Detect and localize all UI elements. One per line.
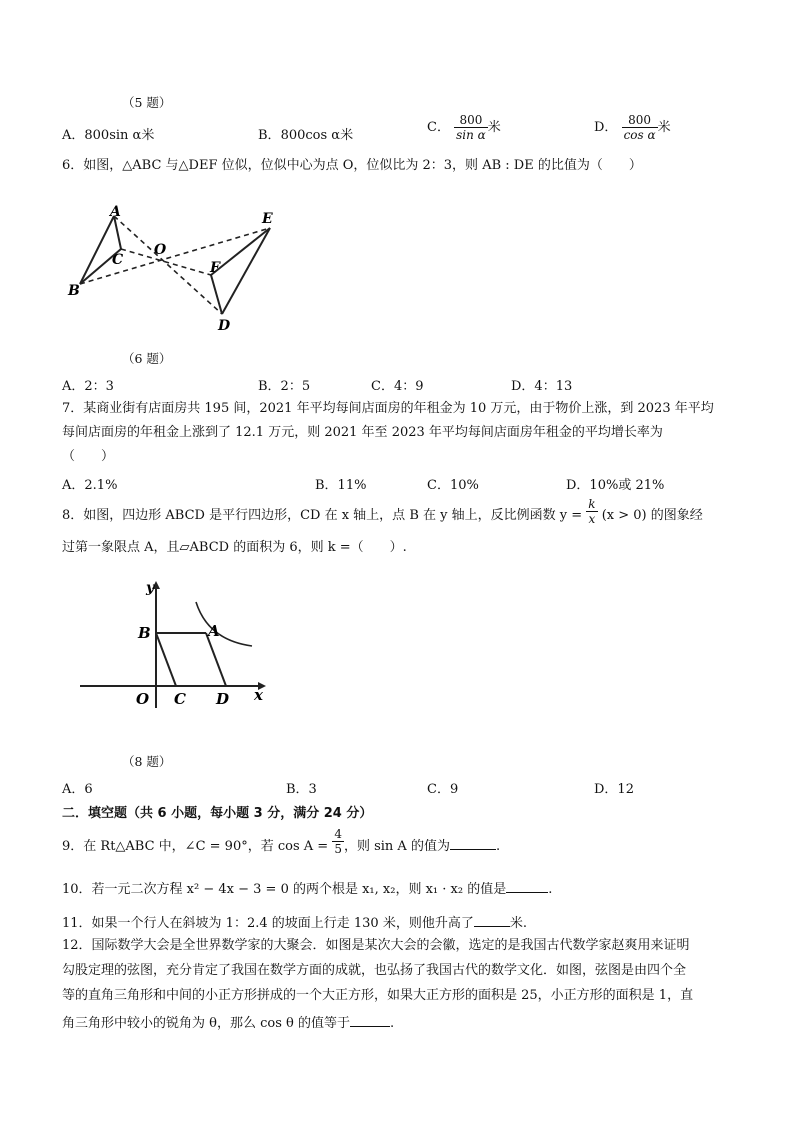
axis-label-y: y: [146, 580, 155, 596]
q7-option-a[interactable]: A．2.1%: [62, 478, 118, 493]
label-E: E: [262, 211, 273, 227]
fraction-denominator: sin α: [456, 128, 486, 142]
label-F: F: [210, 260, 220, 276]
q6-option-c[interactable]: C．4：9: [371, 379, 424, 394]
label-C: C: [112, 252, 124, 268]
option-unit: 米: [657, 120, 671, 135]
q8-line-1: [62, 497, 703, 526]
q9-period: .: [495, 839, 501, 854]
q12-line-4: [62, 1012, 394, 1033]
q10-period: .: [548, 882, 553, 897]
label-D: D: [216, 690, 230, 708]
option-unit: 米: [487, 120, 501, 135]
q6-option-a[interactable]: A．2：3: [62, 379, 114, 394]
q8-option-c[interactable]: C．9: [427, 782, 459, 797]
label-B: B: [68, 283, 80, 299]
q7-line-3: （ ）: [62, 449, 115, 464]
q7-option-c[interactable]: C．10%: [427, 478, 479, 493]
option-label: C．: [427, 120, 450, 135]
q5-option-a[interactable]: [62, 124, 154, 143]
label-A: A: [208, 622, 220, 640]
fraction-denominator: x: [588, 512, 596, 526]
option-text: 800sin α米: [84, 128, 155, 143]
q6-option-b[interactable]: B．2：5: [258, 379, 311, 394]
q12-answer-blank[interactable]: [350, 1012, 390, 1027]
q10-answer-blank[interactable]: [506, 878, 548, 893]
section-title-fill-in: 二．填空题（共 6 小题，每小题 3 分，满分 24 分）: [62, 806, 373, 821]
q5-caption: （5 题）: [122, 95, 172, 110]
fraction-denominator: 5: [334, 842, 342, 856]
fraction-numerator: 800: [454, 113, 488, 128]
label-O: O: [154, 242, 167, 258]
fraction: [622, 113, 658, 142]
fraction: [332, 827, 344, 856]
q9-text-end: ，则 sin A 的值为: [343, 839, 450, 854]
q8-line-1-end: (x > 0) 的图象经: [601, 508, 703, 523]
q11-answer-blank[interactable]: [474, 912, 510, 927]
q12-line-1: 12．国际数学大会是全世界数学家的大聚会．如图是某次大会的会徽，选定的是我国古代数学家赵爽用来证明: [62, 938, 690, 953]
label-O: O: [136, 690, 150, 708]
q6-figure: [62, 196, 294, 344]
q8-option-a[interactable]: A．6: [62, 782, 93, 797]
fraction-numerator: k: [588, 497, 596, 511]
q8-figure: [76, 576, 276, 716]
label-C: C: [174, 690, 186, 708]
q12-line-3: 等的直角三角形和中间的小正方形拼成的一个大正方形，如果大正方形的面积是 25，小正方形的面积是 1，直: [62, 988, 694, 1003]
label-D: D: [218, 318, 231, 334]
q5-option-b[interactable]: [258, 124, 353, 143]
option-label: D．: [594, 120, 618, 135]
q6-caption: （6 题）: [122, 351, 172, 366]
q9-answer-blank[interactable]: [450, 835, 496, 850]
q6-option-d[interactable]: D．4：13: [511, 379, 573, 394]
label-B: B: [138, 624, 151, 642]
q8-option-b[interactable]: B．3: [286, 782, 317, 797]
option-label: B．: [258, 128, 281, 143]
q7-line-2: 每间店面房的年租金上涨到了 12.1 万元，则 2021 年至 2023 年平均每间店面房年租金的平均增长率为: [62, 425, 663, 440]
q7-line-1: 7．某商业街有店面房共 195 间，2021 年平均每间店面房的年租金为 10 万元，由于物价上涨，到 2023 年平均: [62, 401, 714, 416]
fraction: [586, 497, 597, 526]
q12-line-2: 勾股定理的弦图，充分肯定了我国在数学方面的成就，也弘扬了我国古代的数学文化．如图，弦图是由四个全: [62, 963, 687, 978]
fraction-numerator: 4: [334, 827, 342, 841]
q8-line-1-start: 8．如图，四边形 ABCD 是平行四边形，CD 在 x 轴上，点 B 在 y 轴上，反比例函数 y =: [62, 508, 583, 523]
q10-text: 10．若一元二次方程 x² − 4x − 3 = 0 的两个根是 x₁, x₂，则 x₁ · x₂ 的值是: [62, 882, 507, 897]
q8-caption: （8 题）: [122, 754, 172, 769]
q5-option-d[interactable]: [594, 113, 671, 142]
q7-option-d[interactable]: D．10%或 21%: [566, 478, 665, 493]
q9-text-start: 9．在 Rt△ABC 中，∠C = 90°，若 cos A =: [62, 839, 329, 854]
q6-text: 6．如图，△ABC 与△DEF 位似，位似中心为点 O，位似比为 2：3，则 AB : DE 的比值为（ ）: [62, 158, 642, 173]
q11-text: 11．如果一个行人在斜坡为 1：2.4 的坡面上行走 130 米，则他升高了: [62, 916, 474, 931]
fraction: [454, 113, 488, 142]
fraction-numerator: 800: [622, 113, 658, 128]
option-label: A．: [62, 128, 85, 143]
option-text: 800cos α米: [280, 128, 354, 143]
q11: [62, 912, 527, 933]
q10: [62, 878, 552, 899]
q8-option-d[interactable]: D．12: [594, 782, 634, 797]
q5-option-c[interactable]: [427, 113, 501, 142]
q7-option-b[interactable]: B．11%: [315, 478, 367, 493]
q12-line-4-text: 角三角形中较小的锐角为 θ，那么 cos θ 的值等于: [62, 1016, 350, 1031]
label-A: A: [110, 204, 121, 220]
q12-period: .: [389, 1016, 395, 1031]
q8-line-2: 过第一象限点 A，且▱ABCD 的面积为 6，则 k =（ ）.: [62, 540, 407, 555]
fraction-denominator: cos α: [623, 128, 656, 142]
q11-end: 米.: [509, 916, 527, 931]
axis-label-x: x: [254, 686, 263, 704]
q9: [62, 827, 501, 856]
